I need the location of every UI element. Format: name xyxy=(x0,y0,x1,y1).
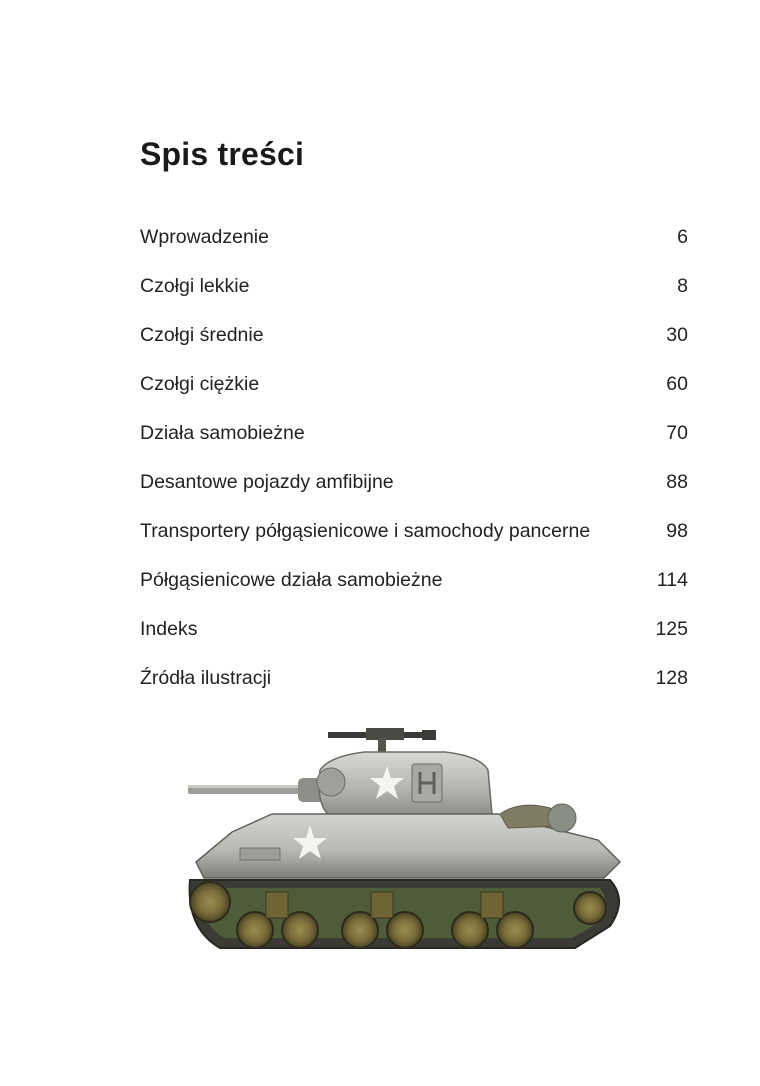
toc-entry-label: Czołgi średnie xyxy=(140,324,264,346)
toc-entry xyxy=(140,222,688,271)
toc-entry xyxy=(140,320,688,369)
tank-illustration xyxy=(180,722,635,962)
toc-entry-page-number: 30 xyxy=(666,324,688,346)
toc-entry-label: Półgąsienicowe działa samobieżne xyxy=(140,569,443,591)
toc-entry-label: Wprowadzenie xyxy=(140,226,269,248)
toc-entry-label: Desantowe pojazdy amfibijne xyxy=(140,471,394,493)
toc-entry xyxy=(140,467,688,516)
toc-entry-page-number: 88 xyxy=(666,471,688,493)
toc-entry-page-number: 60 xyxy=(666,373,688,395)
toc-entry xyxy=(140,271,688,320)
toc-entry-label: Indeks xyxy=(140,618,198,640)
toc-entry-label: Czołgi lekkie xyxy=(140,275,250,297)
toc-entry xyxy=(140,565,688,614)
toc-entry-label: Czołgi ciężkie xyxy=(140,373,260,395)
toc-entry-page-number: 6 xyxy=(677,226,688,248)
toc-entry-label: Działa samobieżne xyxy=(140,422,305,444)
toc-entry-page-number: 125 xyxy=(655,618,688,640)
hull xyxy=(196,804,620,878)
table-of-contents xyxy=(140,222,688,712)
toc-entry xyxy=(140,614,688,663)
toc-entry-label: Transportery półgąsienicowe i samochody pancerne xyxy=(140,520,591,542)
toc-entry-page-number: 114 xyxy=(656,569,688,591)
track-assembly xyxy=(190,880,619,948)
toc-entry xyxy=(140,663,688,712)
toc-entry xyxy=(140,369,688,418)
toc-entry-label: Źródła ilustracji xyxy=(140,667,272,689)
turret xyxy=(317,752,492,816)
main-gun xyxy=(188,778,330,802)
toc-entry xyxy=(140,418,688,467)
toc-entry-page-number: 128 xyxy=(655,667,688,689)
toc-entry-page-number: 8 xyxy=(677,275,688,297)
toc-entry xyxy=(140,516,688,565)
toc-entry-page-number: 70 xyxy=(666,422,688,444)
page-title: Spis treści xyxy=(140,136,305,172)
toc-entry-page-number: 98 xyxy=(666,520,688,542)
